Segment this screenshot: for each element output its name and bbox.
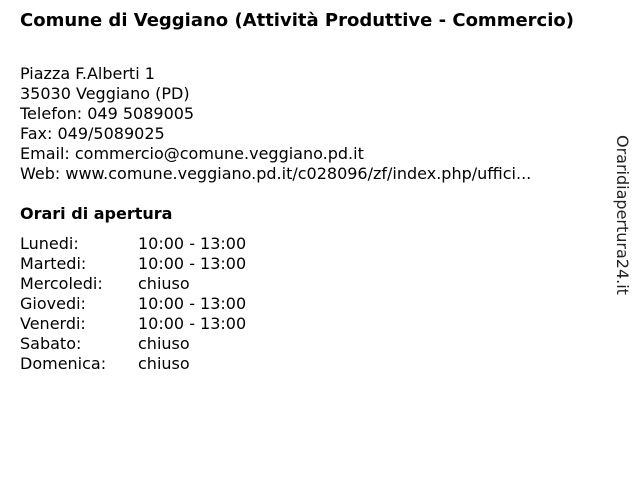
fax-number: Fax: 049/5089025 bbox=[20, 124, 165, 143]
hours-row-sunday bbox=[20, 354, 246, 374]
time-value: chiuso bbox=[138, 274, 190, 293]
day-label: Giovedi: bbox=[20, 294, 86, 313]
time-value: chiuso bbox=[138, 354, 190, 373]
hours-row-saturday bbox=[20, 334, 246, 354]
hours-row-monday bbox=[20, 234, 246, 254]
email-address: Email: commercio@comune.veggiano.pd.it bbox=[20, 144, 364, 163]
opening-hours-heading: Orari di apertura bbox=[20, 204, 173, 223]
hours-row-friday bbox=[20, 314, 246, 334]
day-label: Sabato: bbox=[20, 334, 82, 353]
phone-number: Telefon: 049 5089005 bbox=[20, 104, 195, 123]
address-street: Piazza F.Alberti 1 bbox=[20, 64, 155, 83]
time-value: 10:00 - 13:00 bbox=[138, 234, 247, 253]
address-city: 35030 Veggiano (PD) bbox=[20, 84, 190, 103]
page-title: Comune di Veggiano (Attività Produttive - Commercio) bbox=[20, 10, 574, 31]
time-value: 10:00 - 13:00 bbox=[138, 254, 247, 273]
site-watermark: Oraridiapertura24.it bbox=[613, 135, 632, 295]
day-label: Mercoledi: bbox=[20, 274, 103, 293]
hours-row-thursday bbox=[20, 294, 246, 314]
hours-row-tuesday bbox=[20, 254, 246, 274]
day-label: Lunedi: bbox=[20, 234, 79, 253]
day-label: Domenica: bbox=[20, 354, 107, 373]
time-value: chiuso bbox=[138, 334, 190, 353]
time-value: 10:00 - 13:00 bbox=[138, 314, 247, 333]
time-value: 10:00 - 13:00 bbox=[138, 294, 247, 313]
day-label: Venerdi: bbox=[20, 314, 86, 333]
contact-info bbox=[20, 64, 595, 184]
website-url: Web: www.comune.veggiano.pd.it/c028096/zf/index.php/uffici... bbox=[20, 164, 532, 183]
opening-hours-table bbox=[20, 234, 246, 374]
hours-row-wednesday bbox=[20, 274, 246, 294]
day-label: Martedi: bbox=[20, 254, 87, 273]
